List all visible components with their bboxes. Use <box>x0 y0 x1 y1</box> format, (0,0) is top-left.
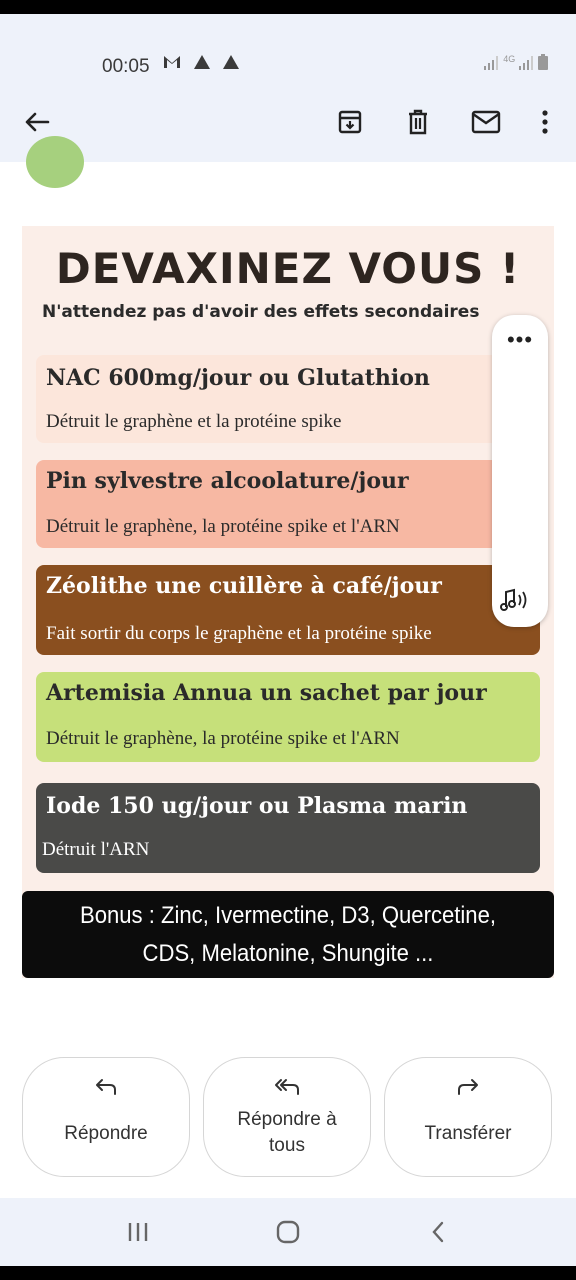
network-type: 4G <box>503 54 516 64</box>
archive-icon <box>337 109 363 135</box>
remedy-title: NAC 600mg/jour ou Glutathion <box>46 365 430 391</box>
reply-button[interactable] <box>22 1057 190 1177</box>
top-black-strip <box>0 0 576 14</box>
remedy-title: Zéolithe une cuillère à café/jour <box>46 573 442 599</box>
bonus-line-2: CDS, Melatonine, Shungite ... <box>142 940 434 967</box>
bottom-black-strip <box>0 1266 576 1280</box>
battery-icon <box>538 54 548 70</box>
floating-media-panel[interactable] <box>492 315 548 627</box>
more-options-button[interactable] <box>525 102 565 142</box>
arrow-left-icon <box>24 111 50 133</box>
poster-title: DEVAXINEZ VOUS ! <box>55 244 521 293</box>
remedy-description: Fait sortir du corps le graphène et la protéine spike <box>46 623 432 644</box>
reply-all-button[interactable] <box>203 1057 371 1177</box>
bonus-banner <box>22 891 554 978</box>
archive-button[interactable] <box>330 102 370 142</box>
remedy-title: Artemisia Annua un sachet par jour <box>46 680 487 706</box>
trash-icon <box>406 109 430 135</box>
signal-icon <box>519 56 535 70</box>
home-icon <box>276 1220 300 1244</box>
more-vert-icon <box>541 109 549 135</box>
recents-icon <box>126 1221 150 1243</box>
remedy-description: Détruit le graphène, la protéine spike et l'ARN <box>46 516 400 537</box>
home-button[interactable] <box>268 1216 308 1248</box>
remedy-card <box>36 672 540 762</box>
remedy-title: Pin sylvestre alcoolature/jour <box>46 468 409 494</box>
reply-icon <box>23 1078 189 1102</box>
remedy-card <box>36 460 540 548</box>
reply-label: Répondre <box>64 1123 148 1144</box>
bonus-line-1: Bonus : Zinc, Ivermectine, D3, Quercetine, <box>79 902 497 929</box>
recents-button[interactable] <box>118 1216 158 1248</box>
remedy-card <box>36 355 540 443</box>
sender-avatar <box>26 136 84 188</box>
nav-back-icon <box>430 1220 446 1244</box>
mark-unread-button[interactable] <box>466 102 506 142</box>
reply-all-label: Répondre à <box>237 1109 337 1130</box>
email-body <box>0 162 576 1198</box>
sound-icon[interactable] <box>498 587 532 619</box>
forward-button[interactable] <box>384 1057 552 1177</box>
warning-icon <box>222 54 240 70</box>
poster-image <box>22 226 554 978</box>
signal-icon <box>484 56 500 70</box>
warning-icon <box>193 54 211 70</box>
remedy-card <box>36 565 540 655</box>
reply-all-label-2: tous <box>269 1135 305 1156</box>
nav-back-button[interactable] <box>418 1216 458 1248</box>
forward-icon <box>385 1078 551 1102</box>
remedy-title: Iode 150 ug/jour ou Plasma marin <box>46 793 468 819</box>
delete-button[interactable] <box>398 102 438 142</box>
remedy-description: Détruit le graphène et la protéine spike <box>46 411 342 432</box>
poster-subtitle: N'attendez pas d'avoir des effets secondaires <box>42 302 480 322</box>
remedy-card <box>36 783 540 873</box>
mail-icon <box>471 110 501 134</box>
status-time: 00:05 <box>102 56 150 77</box>
gmail-icon <box>162 54 182 70</box>
more-horiz-icon[interactable]: ••• <box>506 327 534 352</box>
system-nav-bar <box>0 1198 576 1266</box>
forward-label: Transférer <box>424 1123 512 1144</box>
email-toolbar <box>0 86 576 162</box>
remedy-description: Détruit l'ARN <box>42 839 150 860</box>
status-bar <box>0 14 576 86</box>
notification-icons <box>162 54 240 75</box>
remedy-description: Détruit le graphène, la protéine spike et l'ARN <box>46 728 400 749</box>
reply-all-icon <box>204 1078 370 1102</box>
signal-battery <box>484 54 548 73</box>
